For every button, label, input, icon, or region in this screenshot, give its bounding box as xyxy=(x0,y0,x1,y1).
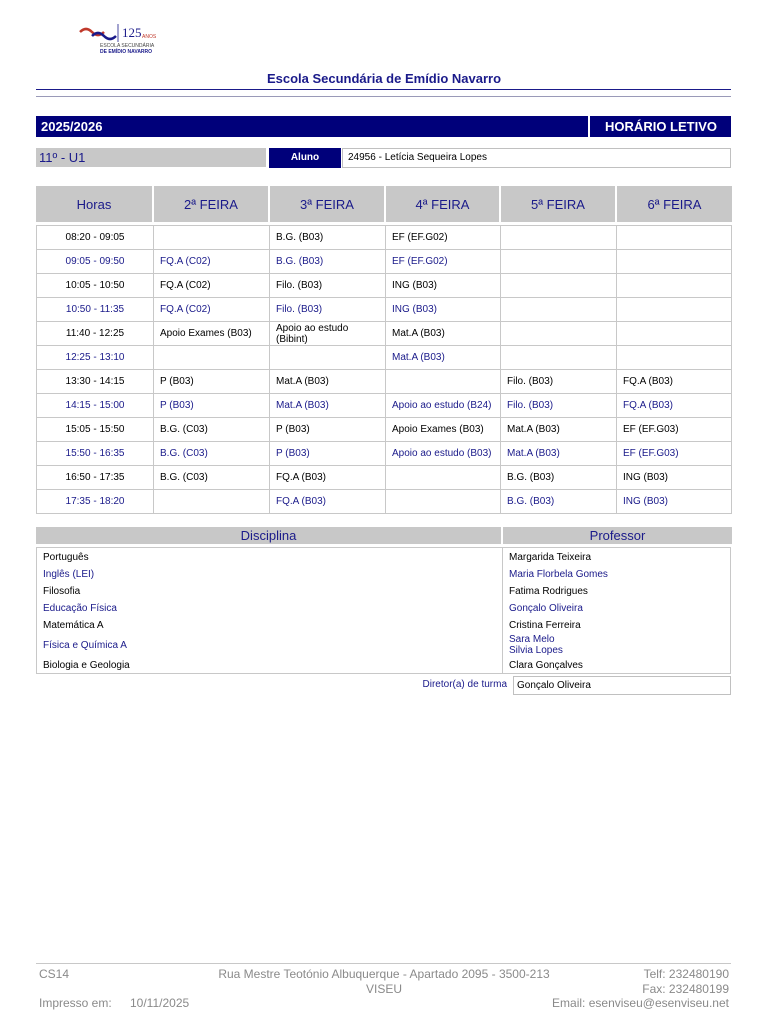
lesson-cell xyxy=(617,298,732,322)
lesson-cell: P (B03) xyxy=(270,442,386,466)
time-slot: 15:50 - 16:35 xyxy=(36,442,154,466)
time-slot: 11:40 - 12:25 xyxy=(36,322,154,346)
lesson-cell: FQ.A (C02) xyxy=(154,274,270,298)
teacher-name: Gonçalo Oliveira xyxy=(509,603,583,614)
schedule-row xyxy=(36,418,732,442)
schedule-table xyxy=(36,186,732,514)
lesson-cell: FQ.A (B03) xyxy=(617,370,732,394)
lesson-cell xyxy=(154,346,270,370)
disciplines-list xyxy=(36,547,731,674)
schedule-row xyxy=(36,466,732,490)
col-header-monday: 2ª FEIRA xyxy=(154,186,270,222)
lesson-cell xyxy=(501,298,617,322)
lesson-cell: Filo. (B03) xyxy=(501,370,617,394)
schedule-row xyxy=(36,442,732,466)
student-label: Aluno xyxy=(269,148,341,168)
schedule-row xyxy=(36,274,732,298)
column-divider xyxy=(502,548,503,673)
lesson-cell: Apoio Exames (B03) xyxy=(154,322,270,346)
lesson-cell xyxy=(154,225,270,250)
lesson-cell: B.G. (B03) xyxy=(501,490,617,514)
discipline-name: Inglês (LEI) xyxy=(43,569,95,580)
document-title: HORÁRIO LETIVO xyxy=(590,116,731,137)
time-slot: 12:25 - 13:10 xyxy=(36,346,154,370)
class-name: 11º - U1 xyxy=(36,148,266,167)
lesson-cell: FQ.A (B03) xyxy=(270,466,386,490)
discipline-name: Biologia e Geologia xyxy=(43,660,130,671)
lesson-cell: FQ.A (C02) xyxy=(154,250,270,274)
lesson-cell xyxy=(501,274,617,298)
col-header-thursday: 5ª FEIRA xyxy=(501,186,617,222)
lesson-cell xyxy=(386,370,501,394)
footer-email: Email: esenviseu@esenviseu.net xyxy=(552,996,729,1010)
lesson-cell xyxy=(386,490,501,514)
lesson-cell xyxy=(617,346,732,370)
header-divider-secondary xyxy=(36,96,731,97)
svg-text:DE EMÍDIO NAVARRO: DE EMÍDIO NAVARRO xyxy=(100,49,153,55)
lesson-cell: Apoio ao estudo (Bibint) xyxy=(270,322,386,346)
discipline-name: Matemática A xyxy=(43,620,104,631)
time-slot: 14:15 - 15:00 xyxy=(36,394,154,418)
col-header-hours: Horas xyxy=(36,186,154,222)
lesson-cell: B.G. (B03) xyxy=(501,466,617,490)
lesson-cell: B.G. (B03) xyxy=(270,225,386,250)
footer-fax: Fax: 232480199 xyxy=(642,982,729,996)
lesson-cell: Mat.A (B03) xyxy=(501,442,617,466)
student-value: 24956 - Letícia Sequeira Lopes xyxy=(342,148,731,168)
teacher-name: Silvia Lopes xyxy=(509,645,563,656)
schedule-row xyxy=(36,298,732,322)
lesson-cell: P (B03) xyxy=(270,418,386,442)
teacher-name: Sara Melo xyxy=(509,634,555,645)
lesson-cell xyxy=(386,466,501,490)
class-director-label: Diretor(a) de turma xyxy=(422,679,507,690)
time-slot: 08:20 - 09:05 xyxy=(36,225,154,250)
lesson-cell xyxy=(501,322,617,346)
lesson-cell: Mat.A (B03) xyxy=(270,370,386,394)
footer-divider xyxy=(36,963,731,964)
schedule-row xyxy=(36,490,732,514)
discipline-name: Filosofia xyxy=(43,586,81,597)
teacher-name: Clara Gonçalves xyxy=(509,660,583,671)
lesson-cell: ING (B03) xyxy=(617,490,732,514)
lesson-cell: FQ.A (B03) xyxy=(270,490,386,514)
col-header-wednesday: 4ª FEIRA xyxy=(386,186,501,222)
teacher-name: Margarida Teixeira xyxy=(509,552,592,563)
discipline-name: Português xyxy=(43,552,89,563)
discipline-name: Educação Física xyxy=(43,603,117,614)
printed-label: Impresso em: xyxy=(39,996,112,1010)
lesson-cell: FQ.A (B03) xyxy=(617,394,732,418)
svg-text:ESCOLA SECUNDÁRIA: ESCOLA SECUNDÁRIA xyxy=(100,43,155,49)
footer-city: VISEU xyxy=(365,982,402,996)
lesson-cell xyxy=(617,322,732,346)
lesson-cell: B.G. (C03) xyxy=(154,442,270,466)
lesson-cell: B.G. (B03) xyxy=(270,250,386,274)
col-header-friday: 6ª FEIRA xyxy=(617,186,732,222)
time-slot: 15:05 - 15:50 xyxy=(36,418,154,442)
lesson-cell xyxy=(617,274,732,298)
time-slot: 10:05 - 10:50 xyxy=(36,274,154,298)
lesson-cell: P (B03) xyxy=(154,394,270,418)
time-slot: 13:30 - 14:15 xyxy=(36,370,154,394)
lesson-cell xyxy=(617,225,732,250)
footer-address: Rua Mestre Teotónio Albuquerque - Apartado 2095 - 3500-213 xyxy=(218,967,550,981)
school-title: Escola Secundária de Emídio Navarro xyxy=(266,71,502,86)
lesson-cell xyxy=(501,346,617,370)
header-divider xyxy=(36,89,731,90)
lesson-cell: Mat.A (B03) xyxy=(386,346,501,370)
lesson-cell: ING (B03) xyxy=(386,298,501,322)
school-logo xyxy=(78,20,170,60)
lesson-cell: Mat.A (B03) xyxy=(501,418,617,442)
svg-text:ANOS: ANOS xyxy=(142,34,157,40)
teacher-name: Cristina Ferreira xyxy=(509,620,581,631)
footer-phone: Telf: 232480190 xyxy=(643,967,729,981)
schedule-row xyxy=(36,370,732,394)
lesson-cell: Apoio Exames (B03) xyxy=(386,418,501,442)
svg-text:125: 125 xyxy=(122,25,142,40)
lesson-cell: EF (EF.G02) xyxy=(386,225,501,250)
lesson-cell: Filo. (B03) xyxy=(270,298,386,322)
lesson-cell xyxy=(501,225,617,250)
lesson-cell xyxy=(501,250,617,274)
lesson-cell: Mat.A (B03) xyxy=(386,322,501,346)
teacher-header: Professor xyxy=(503,527,732,544)
time-slot: 16:50 - 17:35 xyxy=(36,466,154,490)
lesson-cell: ING (B03) xyxy=(617,466,732,490)
lesson-cell xyxy=(270,346,386,370)
printed-date: 10/11/2025 xyxy=(130,996,190,1010)
lesson-cell: Apoio ao estudo (B24) xyxy=(386,394,501,418)
school-year: 2025/2026 xyxy=(36,116,588,137)
lesson-cell: Apoio ao estudo (B03) xyxy=(386,442,501,466)
schedule-row xyxy=(36,346,732,370)
discipline-name: Física e Química A xyxy=(43,640,127,651)
lesson-cell: B.G. (C03) xyxy=(154,466,270,490)
schedule-row xyxy=(36,250,732,274)
lesson-cell: P (B03) xyxy=(154,370,270,394)
teacher-name: Fatima Rodrigues xyxy=(509,586,588,597)
schedule-row xyxy=(36,322,732,346)
lesson-cell xyxy=(617,250,732,274)
lesson-cell: B.G. (C03) xyxy=(154,418,270,442)
time-slot: 09:05 - 09:50 xyxy=(36,250,154,274)
title-bar xyxy=(36,116,731,137)
schedule-row xyxy=(36,394,732,418)
lesson-cell: ING (B03) xyxy=(386,274,501,298)
lesson-cell: EF (EF.G03) xyxy=(617,418,732,442)
footer-code: CS14 xyxy=(39,967,70,981)
lesson-cell: Mat.A (B03) xyxy=(270,394,386,418)
lesson-cell: Filo. (B03) xyxy=(270,274,386,298)
lesson-cell: Filo. (B03) xyxy=(501,394,617,418)
col-header-tuesday: 3ª FEIRA xyxy=(270,186,386,222)
lesson-cell: EF (EF.G02) xyxy=(386,250,501,274)
lesson-cell xyxy=(154,490,270,514)
lesson-cell: FQ.A (C02) xyxy=(154,298,270,322)
subject-header: Disciplina xyxy=(36,527,501,544)
lesson-cell: EF (EF.G03) xyxy=(617,442,732,466)
teacher-name: Maria Florbela Gomes xyxy=(509,569,608,580)
time-slot: 17:35 - 18:20 xyxy=(36,490,154,514)
schedule-row xyxy=(36,225,732,250)
disciplines-header xyxy=(36,527,732,544)
time-slot: 10:50 - 11:35 xyxy=(36,298,154,322)
class-director-value: Gonçalo Oliveira xyxy=(513,676,731,695)
